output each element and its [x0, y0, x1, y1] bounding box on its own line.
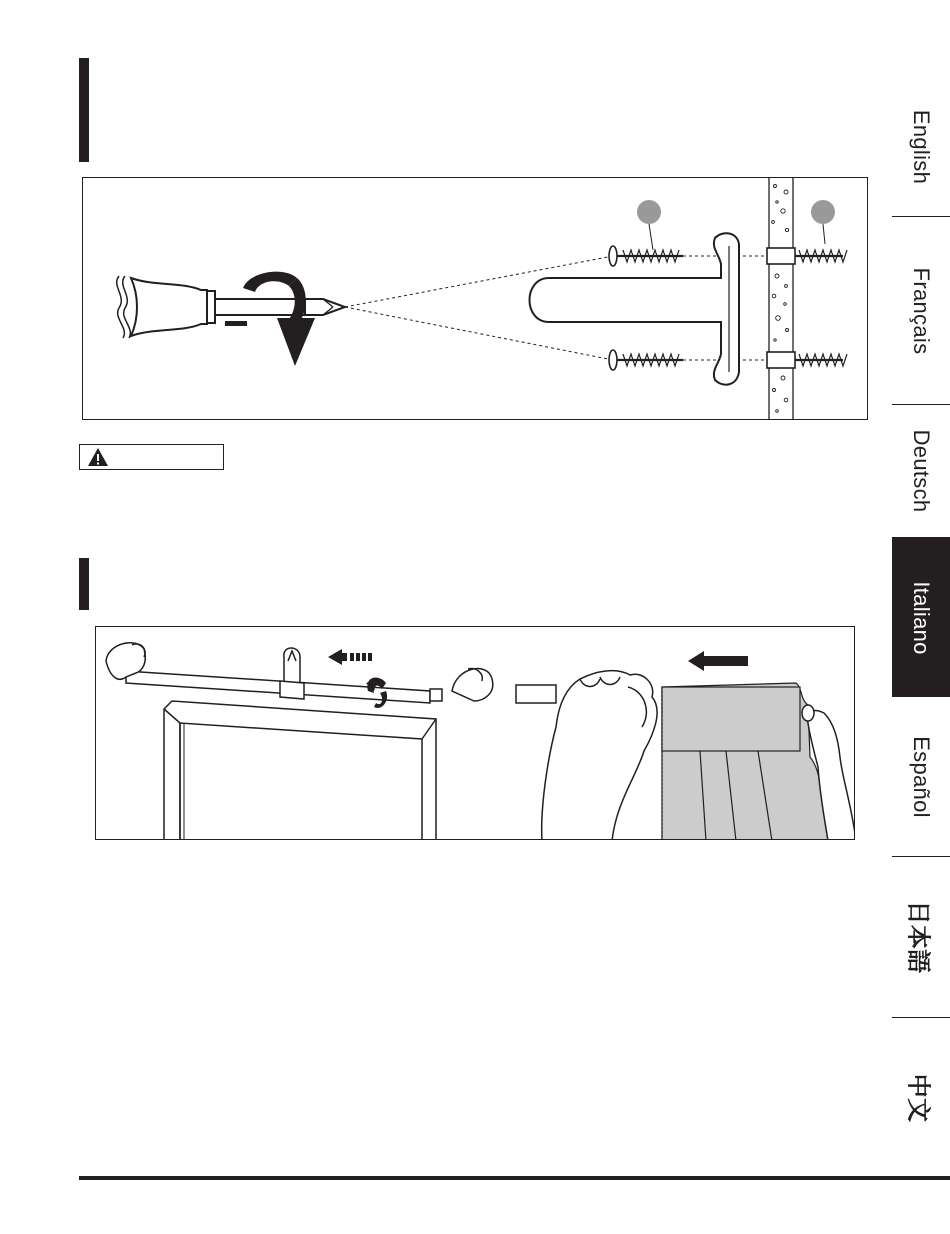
screw-lower	[609, 350, 683, 370]
rod-bracket-center	[280, 648, 304, 699]
tab-english-label: English	[909, 109, 934, 185]
tab-deutsch-label: Deutsch	[909, 429, 934, 513]
caution-label-box	[79, 444, 224, 470]
tab-espanol[interactable]	[892, 697, 950, 857]
rotate-clockwise-icon	[225, 272, 315, 366]
wall-texture	[772, 185, 789, 413]
wall-section	[769, 178, 793, 420]
tab-espanol-label: Español	[909, 735, 934, 818]
curtain-rod-drawing	[96, 627, 855, 840]
screwdriver	[117, 276, 345, 338]
screw-upper	[609, 246, 683, 266]
slide-left-solid-arrow-icon	[688, 651, 748, 671]
warning-triangle-icon	[87, 447, 109, 467]
tab-deutsch[interactable]	[892, 405, 950, 538]
tab-chinese[interactable]	[892, 1018, 950, 1178]
callout-2	[811, 200, 835, 224]
slide-left-arrow-icon	[328, 649, 372, 665]
rod-end	[516, 685, 556, 703]
tab-english[interactable]	[892, 78, 950, 217]
tab-francais[interactable]	[892, 217, 950, 405]
window-frame	[164, 701, 436, 840]
wall-mounting-drawing	[83, 178, 868, 420]
hand-left	[542, 671, 657, 840]
section-1-marker	[79, 58, 89, 162]
section-2-marker	[79, 558, 89, 610]
tab-italiano[interactable]	[892, 538, 950, 697]
anchor-upper	[767, 248, 847, 264]
tab-japanese[interactable]	[892, 857, 950, 1018]
anchor-lower	[767, 352, 847, 368]
rod-bracket-right	[452, 669, 493, 701]
callout-1	[637, 200, 661, 224]
wall-mounting-illustration	[82, 177, 868, 420]
tab-italiano-label: Italiano	[909, 580, 934, 655]
tab-japanese-label: 日本語	[904, 900, 932, 974]
curtain-rod-illustration	[95, 626, 855, 840]
tab-chinese-label: 中文	[904, 1073, 932, 1123]
footer-rule	[79, 1176, 950, 1180]
tab-francais-label: Français	[909, 267, 934, 354]
